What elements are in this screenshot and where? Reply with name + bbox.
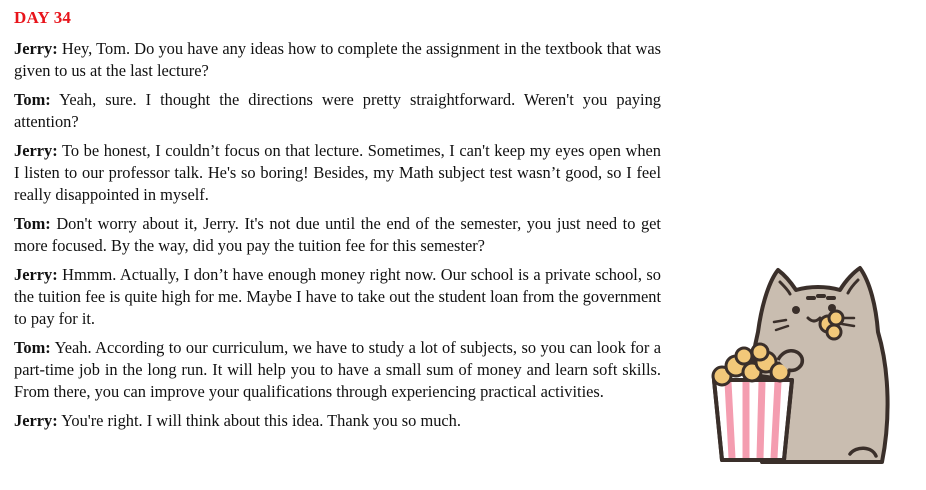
speaker-name: Jerry: [14,411,58,430]
speaker-name: Tom: [14,90,51,109]
speaker-name: Tom: [14,214,51,233]
dialogue-text: You're right. I will think about this idea. Thank you so much. [61,411,461,430]
day-title: DAY 34 [14,8,72,27]
speaker-name: Jerry: [14,141,58,160]
dialogue-line [14,89,661,133]
cat-with-popcorn-icon [700,262,920,472]
dialogue-line [14,140,661,206]
dialogue [14,38,661,439]
speaker-name: Tom: [14,338,51,357]
dialogue-text: To be honest, I couldn’t focus on that lecture. Sometimes, I can't keep my eyes open when I listen to our professor talk. He's so boring! Besides, my Math subject test wasn’t good, so I feel really disappointed in myself. [14,141,661,204]
dialogue-line [14,38,661,82]
dialogue-line [14,337,661,403]
speaker-name: Jerry: [14,265,58,284]
popcorn-box [714,380,792,460]
dialogue-text: Don't worry about it, Jerry. It's not due until the end of the semester, you just need to get more focused. By the way, did you pay the tuition fee for this semester? [14,214,661,255]
dialogue-text: Hmmm. Actually, I don’t have enough money right now. Our school is a private school, so the tuition fee is quite high for me. Maybe I have to take out the student loan from the government to pay for it. [14,265,661,328]
dialogue-text: Hey, Tom. Do you have any ideas how to complete the assignment in the textbook that was given to us at the last lecture? [14,39,661,80]
dialogue-line [14,213,661,257]
dialogue-line [14,264,661,330]
dialogue-text: Yeah, sure. I thought the directions were pretty straightforward. Weren't you paying attention? [14,90,661,131]
speaker-name: Jerry: [14,39,58,58]
dialogue-text: Yeah. According to our curriculum, we have to study a lot of subjects, so you can look for a part-time job in the long run. It will help you to have a small sum of money and learn soft skills. From there, you can improve your qualifications through experiencing practical activities. [14,338,662,401]
dialogue-line [14,410,661,432]
